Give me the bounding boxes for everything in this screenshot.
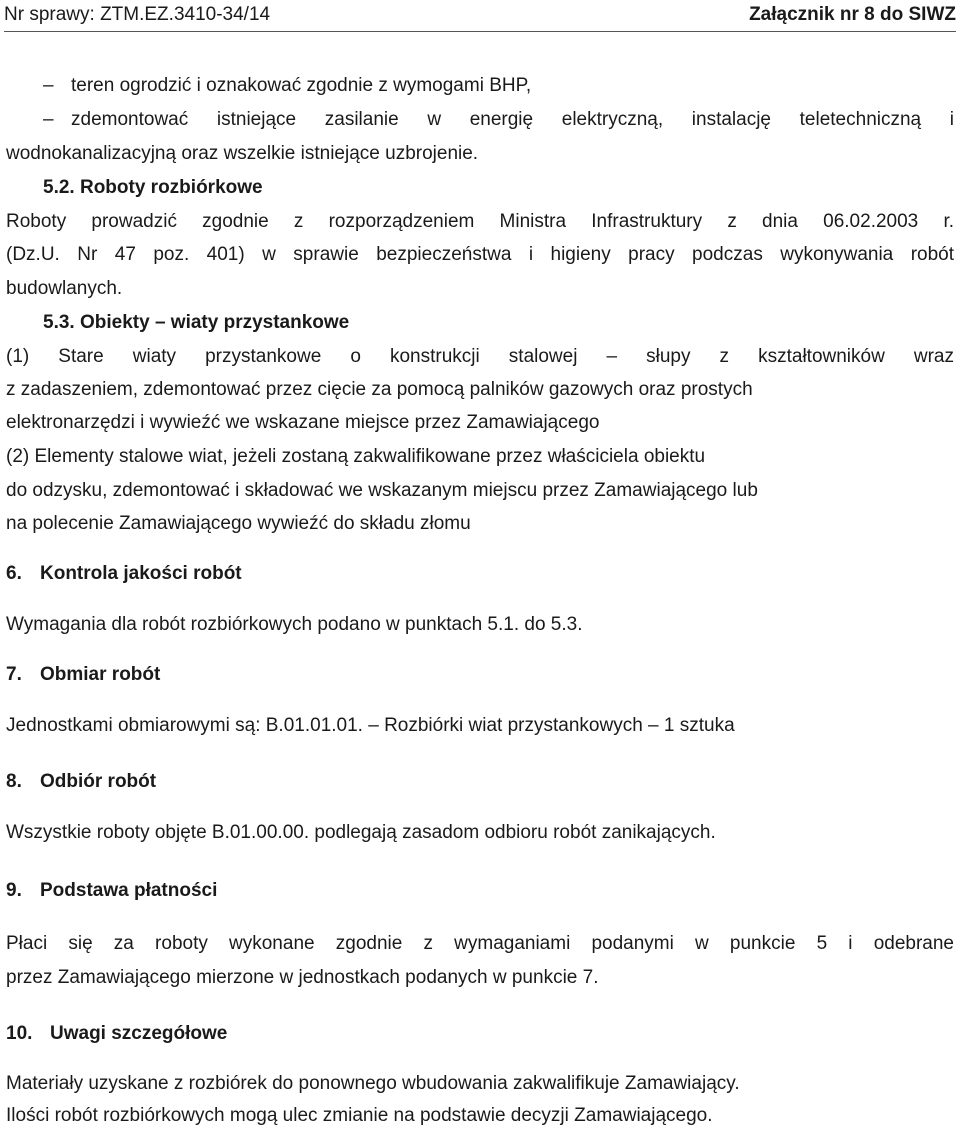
- attachment-label: Załącznik nr 8 do SIWZ: [749, 4, 956, 25]
- paragraph-line: budowlanych.: [6, 278, 123, 299]
- paragraph-line: Wymagania dla robót rozbiórkowych podano w punktach 5.1. do 5.3.: [6, 614, 583, 635]
- section-heading: 7. Obmiar robót: [6, 664, 161, 685]
- paragraph-line: (Dz.U. Nr 47 poz. 401) w sprawie bezpieczeństwa i higieny pracy podczas wykonywania robót: [6, 244, 954, 265]
- page-header: [4, 2, 956, 32]
- section-heading: 9. Podstawa płatności: [6, 880, 218, 901]
- paragraph-line: (2) Elementy stalowe wiat, jeżeli zostaną zakwalifikowane przez właściciela obiektu: [6, 446, 706, 467]
- section-heading: 8. Odbiór robót: [6, 771, 157, 792]
- paragraph-line: Wszystkie roboty objęte B.01.00.00. podlegają zasadom odbioru robót zanikających.: [6, 822, 716, 843]
- subsection-heading: 5.2. Roboty rozbiórkowe: [43, 177, 263, 198]
- case-number: Nr sprawy: ZTM.EZ.3410-34/14: [4, 4, 271, 25]
- paragraph-line: Materiały uzyskane z rozbiórek do ponownego wbudowania zakwalifikuje Zamawiający.: [6, 1073, 740, 1094]
- bullet-item: – zdemontować istniejące zasilanie w energię elektryczną, instalację teletechniczną i: [43, 109, 954, 130]
- paragraph-line: elektronarzędzi i wywieźć we wskazane miejsce przez Zamawiającego: [6, 412, 600, 433]
- paragraph-line: na polecenie Zamawiającego wywieźć do składu złomu: [6, 513, 471, 534]
- paragraph-line: z zadaszeniem, zdemontować przez cięcie za pomocą palników gazowych oraz prostych: [6, 379, 753, 400]
- paragraph-line: Ilości robót rozbiórkowych mogą ulec zmianie na podstawie decyzji Zamawiającego.: [6, 1105, 713, 1126]
- bullet-continuation: wodnokanalizacyjną oraz wszelkie istniejące uzbrojenie.: [6, 143, 479, 164]
- subsection-heading: 5.3. Obiekty – wiaty przystankowe: [43, 312, 350, 333]
- paragraph-line: Płaci się za roboty wykonane zgodnie z wymaganiami podanymi w punkcie 5 i odebrane: [6, 933, 954, 954]
- section-heading: 10. Uwagi szczegółowe: [6, 1023, 228, 1044]
- paragraph-line: (1) Stare wiaty przystankowe o konstrukcji stalowej – słupy z kształtowników wraz: [6, 346, 954, 367]
- header-divider: [4, 31, 956, 32]
- section-heading: 6. Kontrola jakości robót: [6, 563, 242, 584]
- paragraph-line: do odzysku, zdemontować i składować we wskazanym miejscu przez Zamawiającego lub: [6, 480, 758, 501]
- bullet-item: – teren ogrodzić i oznakować zgodnie z wymogami BHP,: [43, 75, 532, 96]
- paragraph-line: Roboty prowadzić zgodnie z rozporządzeniem Ministra Infrastruktury z dnia 06.02.2003 r.: [6, 211, 954, 232]
- paragraph-line: Jednostkami obmiarowymi są: B.01.01.01. – Rozbiórki wiat przystankowych – 1 sztuka: [6, 715, 735, 736]
- paragraph-line: przez Zamawiającego mierzone w jednostkach podanych w punkcie 7.: [6, 967, 599, 988]
